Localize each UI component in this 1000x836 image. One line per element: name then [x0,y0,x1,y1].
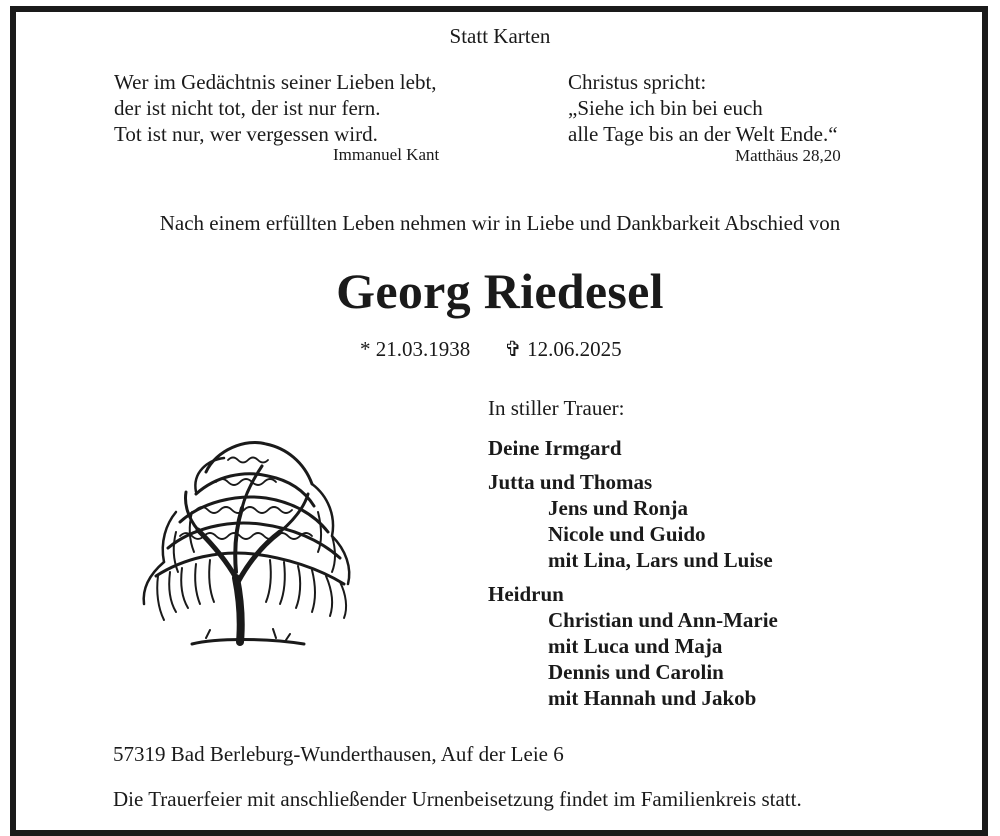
address: 57319 Bad Berleburg-Wunderthausen, Auf der Leie 6 [113,742,564,766]
quote-author-kant: Immanuel Kant [333,145,440,164]
family-member: mit Hannah und Jakob [548,686,757,710]
quote-line: „Siehe ich bin bei euch [568,96,763,120]
quote-line: alle Tage bis an der Welt Ende.“ [568,122,838,146]
family-member: Nicole und Guido [548,522,706,546]
funeral-notice: Die Trauerfeier mit anschließender Urnenbeisetzung findet im Familienkreis statt. [113,787,802,811]
quote-line: Christus spricht: [568,70,707,94]
family-member: Christian und Ann-Marie [548,608,778,632]
family-member: mit Luca und Maja [548,634,723,658]
quote-line: Wer im Gedächtnis seiner Lieben lebt, [114,70,437,94]
spouse [488,435,778,461]
quote-line: Tot ist nur, wer vergessen wird. [114,122,378,146]
death-date: ✞ 12.06.2025 [504,337,622,361]
weeping-tree-icon [136,432,358,656]
quote-matthew [568,69,838,147]
family-group [488,469,778,573]
family-member: Dennis und Carolin [548,660,724,684]
life-dates [360,337,622,362]
family-head: Heidrun [488,582,564,606]
header-title: Statt Karten [449,24,551,48]
deceased-name: Georg Riedesel [336,263,664,319]
family-group [488,581,778,711]
intro-text: Nach einem erfüllten Leben nehmen wir in Liebe und Dankbarkeit Abschied von [159,211,841,235]
family-member: mit Lina, Lars und Luise [548,548,773,572]
quote-line: der ist nicht tot, der ist nur fern. [114,96,381,120]
family-member: Jens und Ronja [548,496,689,520]
quote-kant [114,69,437,147]
quote-author-matthew: Matthäus 28,20 [735,146,841,165]
mourners-label: In stiller Trauer: [488,396,625,420]
birth-date: * 21.03.1938 [360,337,471,361]
mourners-list [488,435,778,719]
mourner-name: Deine Irmgard [488,436,622,460]
family-head: Jutta und Thomas [488,470,653,494]
